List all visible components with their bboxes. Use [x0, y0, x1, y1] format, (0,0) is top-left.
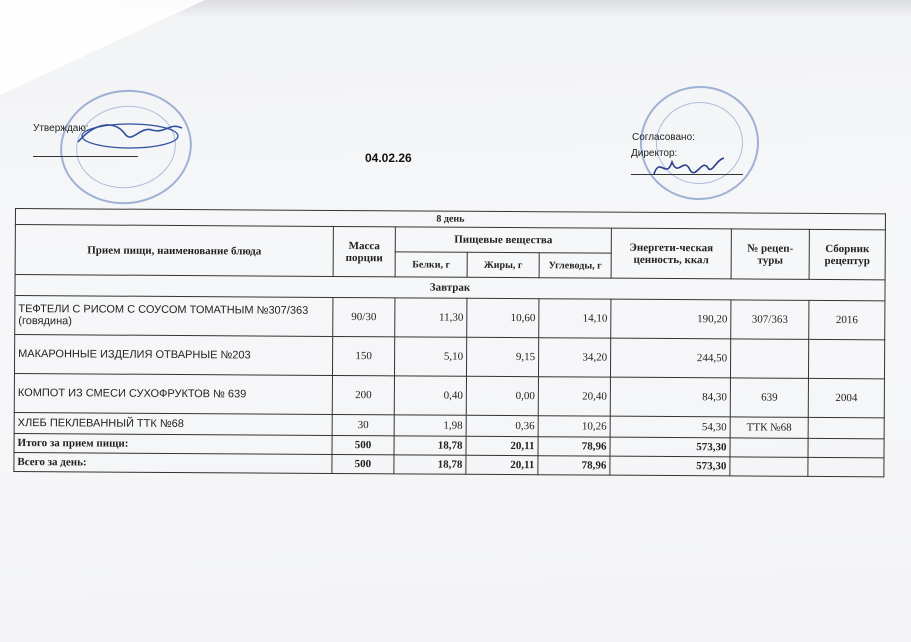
col-recipe-no: № рецеп-туры — [731, 229, 809, 279]
dish-energy: 84,30 — [610, 377, 730, 417]
header-row — [15, 225, 885, 255]
dish-recipe — [730, 339, 808, 378]
approve-signature-line — [33, 156, 138, 157]
dish-energy: 54,30 — [610, 416, 730, 438]
meal-total-mass: 500 — [332, 435, 394, 454]
col-collection: Сборник рецептур — [809, 229, 885, 279]
col-nutrients: Пищевые вещества — [395, 227, 611, 253]
dish-collection: 2004 — [808, 378, 884, 417]
dish-mass: 30 — [332, 414, 394, 435]
meal-total-collection — [808, 438, 884, 457]
dish-collection — [808, 417, 884, 438]
approval-signature — [70, 112, 190, 162]
dish-protein: 5,10 — [394, 337, 466, 376]
meal-total-carbs: 78,96 — [538, 437, 610, 456]
dish-fat: 0,36 — [466, 415, 538, 436]
day-total-collection — [808, 457, 884, 476]
day-title: 8 день — [15, 209, 885, 230]
table-row — [15, 296, 885, 340]
meal-total-energy: 573,30 — [610, 437, 730, 457]
paper-corner — [0, 0, 205, 95]
col-fat: Жиры, г — [467, 252, 539, 277]
meal-total-label: Итого за прием пищи: — [14, 433, 332, 454]
dish-name: ТЕФТЕЛИ С РИСОМ С СОУСОМ ТОМАТНЫМ №307/363 (говядина) — [15, 296, 333, 337]
meal-total-fat: 20,11 — [466, 436, 538, 455]
dish-protein: 0,40 — [394, 376, 466, 415]
day-total-carbs: 78,96 — [538, 456, 610, 475]
dish-energy: 244,50 — [610, 338, 730, 378]
dish-carbs: 20,40 — [538, 377, 610, 416]
dish-mass: 90/30 — [333, 297, 395, 336]
dish-recipe: 639 — [730, 378, 808, 417]
dish-mass: 200 — [332, 375, 394, 414]
col-energy: Энергети-ческая ценность, ккал — [611, 228, 731, 279]
paper-fold-shadow — [120, 0, 911, 18]
director-label: Директор: — [631, 148, 678, 159]
agree-label: Согласовано: — [632, 132, 695, 143]
dish-collection — [808, 339, 884, 378]
dish-carbs: 10,26 — [538, 416, 610, 437]
table-row — [14, 373, 884, 417]
director-signature-line — [631, 174, 743, 175]
dish-protein: 1,98 — [394, 415, 466, 436]
dish-name: МАКАРОННЫЕ ИЗДЕЛИЯ ОТВАРНЫЕ №203 — [14, 335, 332, 376]
col-carbs: Углеводы, г — [539, 253, 611, 278]
meal-total-protein: 18,78 — [394, 436, 466, 455]
col-protein: Белки, г — [395, 252, 467, 277]
table-row — [14, 335, 884, 379]
col-meal: Прием пищи, наименование блюда — [15, 225, 333, 277]
dish-carbs: 34,20 — [538, 338, 610, 377]
dish-recipe: ТТК №68 — [730, 417, 808, 438]
dish-fat: 9,15 — [466, 337, 538, 376]
menu-date: 04.02.26 — [365, 151, 412, 165]
dish-energy: 190,20 — [611, 299, 731, 339]
day-total-fat: 20,11 — [466, 455, 538, 474]
dish-carbs: 14,10 — [539, 299, 611, 338]
day-total-label: Всего за день: — [14, 452, 332, 473]
meal-total-recipe — [730, 438, 808, 457]
day-total-mass: 500 — [332, 454, 394, 473]
dish-mass: 150 — [332, 336, 394, 375]
menu-table — [13, 208, 886, 477]
dish-name: ХЛЕБ ПЕКЛЕВАННЫЙ ТТК №68 — [14, 412, 332, 435]
day-total-protein: 18,78 — [394, 455, 466, 474]
dish-fat: 10,60 — [467, 298, 539, 337]
col-mass: Масса порции — [333, 226, 395, 276]
meal-title: Завтрак — [15, 275, 885, 301]
day-total-energy: 573,30 — [610, 456, 730, 476]
approve-label: Утверждаю: — [33, 123, 89, 134]
dish-recipe: 307/363 — [731, 300, 809, 339]
day-total-recipe — [730, 457, 808, 476]
dish-name: КОМПОТ ИЗ СМЕСИ СУХОФРУКТОВ № 639 — [14, 373, 332, 414]
dish-collection: 2016 — [809, 300, 885, 339]
dish-fat: 0,00 — [466, 376, 538, 415]
dish-protein: 11,30 — [395, 298, 467, 337]
